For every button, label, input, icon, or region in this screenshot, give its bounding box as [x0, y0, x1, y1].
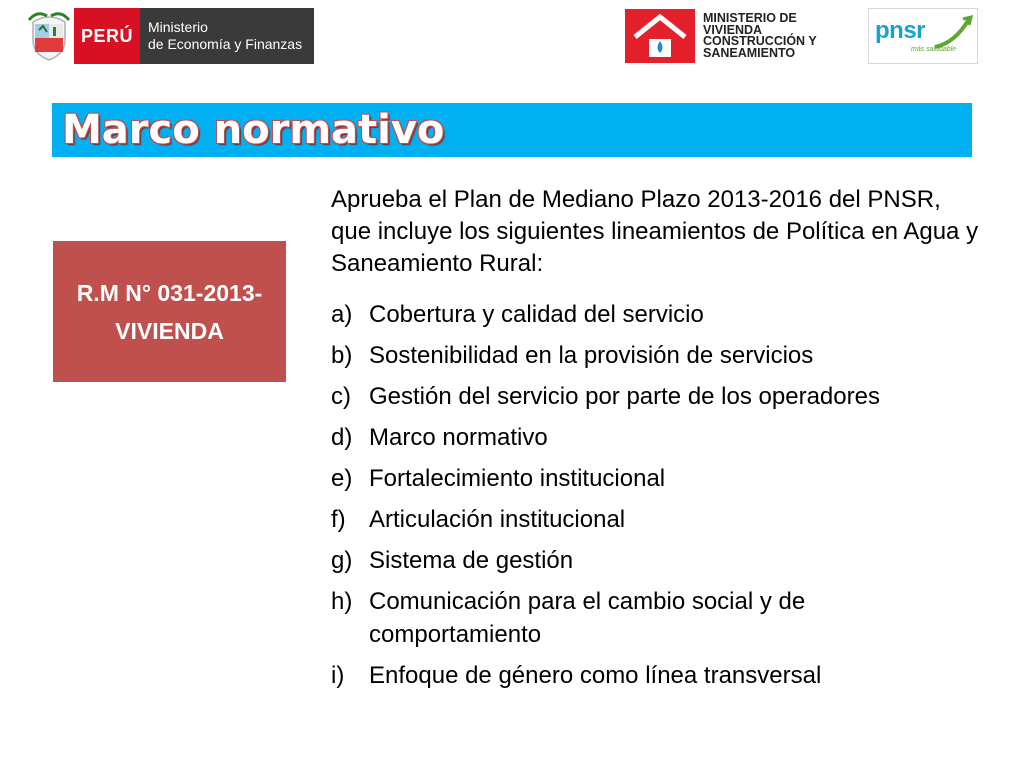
list-marker: f) [331, 506, 346, 533]
mv-line: SANEAMIENTO [703, 45, 796, 60]
mv-line: MINISTERIO DE [703, 11, 797, 25]
list-item [331, 298, 981, 331]
pnsr-word: pnsr [875, 17, 926, 44]
list-marker: i) [331, 662, 345, 689]
list-text: Gestión del servicio por parte de los operadores [369, 383, 880, 410]
list-item [331, 585, 981, 651]
list-marker: g) [331, 547, 353, 574]
mv-name [703, 13, 817, 59]
resolution-label: R.M N° 031-2013-VIVIENDA [76, 279, 263, 344]
mv-line: VIVIENDA [703, 22, 763, 37]
list-item [331, 544, 981, 577]
list-marker: b) [331, 342, 353, 369]
list-text: Sistema de gestión [369, 547, 574, 574]
content-body [331, 184, 981, 700]
mef-label [140, 8, 314, 64]
intro-paragraph: Aprueba el Plan de Mediano Plazo 2013-2016 del PNSR, que incluye los siguientes lineamientos de Política en Agua y Saneamiento Rural: [331, 186, 979, 277]
list-text: Articulación institucional [369, 506, 626, 533]
list-text: Enfoque de género como línea transversal [369, 662, 822, 689]
list-text: Marco normativo [369, 424, 548, 451]
gobierno-peru-mef-logo [24, 8, 314, 64]
list-item [331, 421, 981, 454]
mv-line: CONSTRUCCIÓN Y [703, 34, 817, 48]
mef-line2: de Economía y Finanzas [148, 36, 303, 52]
title-bar [52, 103, 972, 157]
pnsr-logo [868, 8, 978, 64]
list-marker: a) [331, 301, 353, 328]
list-text: Sostenibilidad en la provisión de servicios [369, 342, 814, 369]
resolution-box [53, 241, 286, 382]
guidelines-list [331, 298, 981, 692]
list-marker: c) [331, 383, 351, 410]
list-item [331, 462, 981, 495]
pnsr-tagline: más saludable [911, 46, 957, 53]
list-marker: d) [331, 424, 353, 451]
list-item [331, 503, 981, 536]
ministerio-vivienda-logo [625, 8, 855, 64]
mef-line1: Ministerio [148, 19, 208, 35]
peru-label: PERÚ [74, 8, 140, 64]
house-drop-icon [625, 9, 695, 63]
list-text: Comunicación para el cambio social y de comportamiento [369, 588, 806, 648]
slide-title: Marco normativo [62, 107, 445, 153]
list-marker: e) [331, 465, 353, 492]
list-text: Cobertura y calidad del servicio [369, 301, 704, 328]
list-text: Fortalecimiento institucional [369, 465, 666, 492]
peru-coat-of-arms-icon [24, 8, 74, 64]
list-item [331, 659, 981, 692]
list-marker: h) [331, 588, 353, 615]
list-item [331, 380, 981, 413]
list-item [331, 339, 981, 372]
